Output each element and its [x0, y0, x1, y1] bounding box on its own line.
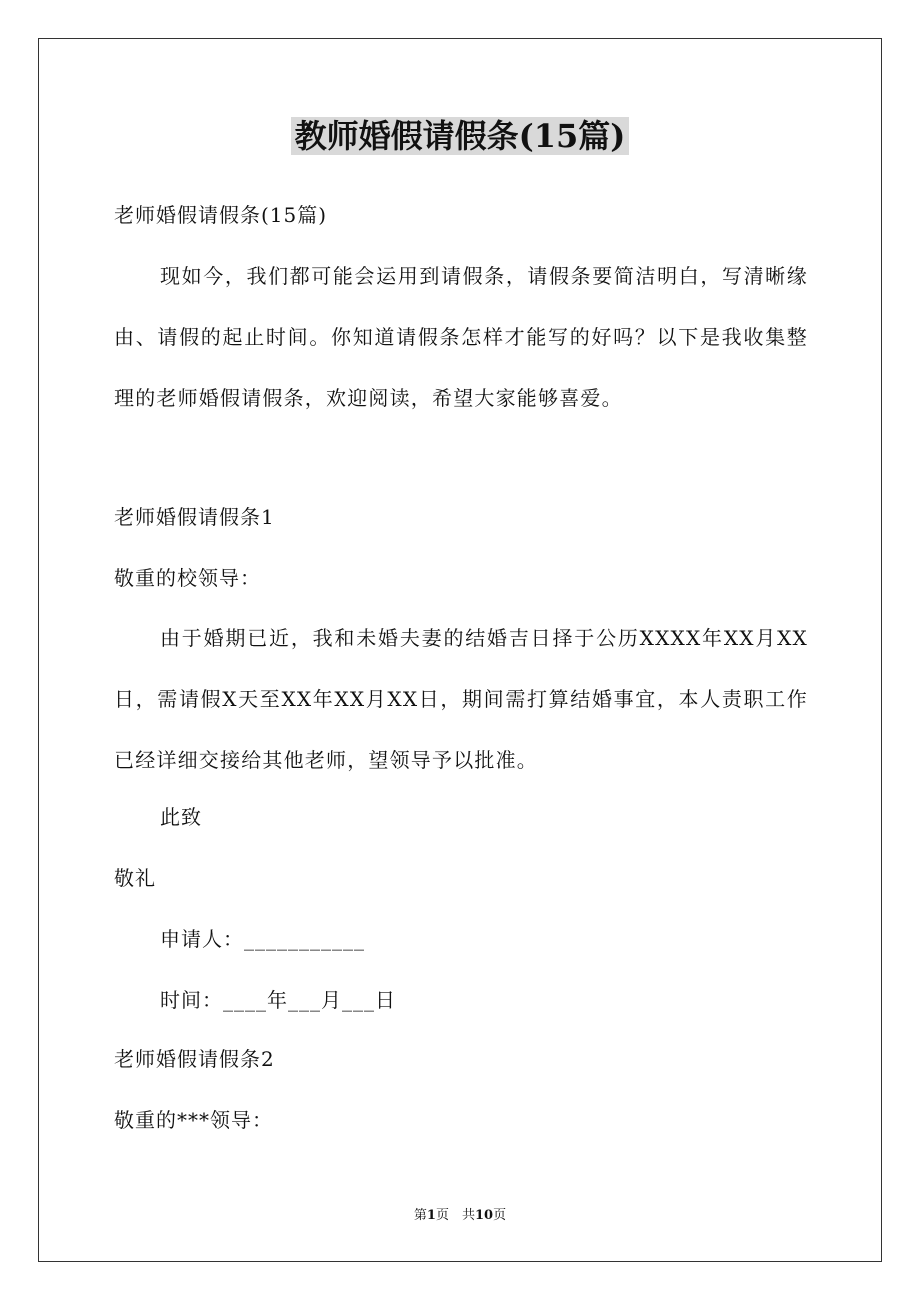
intro-paragraph: 现如今，我们都可能会运用到请假条，请假条要简洁明白，写清晰缘由、请假的起止时间。你知道请假条怎样才能写的好吗？以下是我收集整理的老师婚假请假条，欢迎阅读，希望大家能够喜爱。: [114, 264, 808, 410]
section1-salutation: 敬重的校领导：: [114, 566, 261, 590]
closing-cizhi: 此致: [160, 805, 202, 829]
section1-heading: 老师婚假请假条1: [114, 505, 275, 529]
closing-jingli: 敬礼: [114, 866, 156, 890]
subtitle: 老师婚假请假条(15篇): [114, 203, 328, 227]
footer-mid: 页 共: [435, 1208, 475, 1223]
page-footer: [0, 1206, 920, 1226]
applicant-line: 申请人：___________: [160, 927, 365, 951]
date-line: 时间：____年___月___日: [160, 988, 396, 1012]
document-title: [0, 112, 920, 160]
footer-prefix: 第: [413, 1208, 427, 1223]
footer-page-total: 10: [474, 1208, 494, 1223]
footer-page-current: 1: [426, 1208, 436, 1223]
footer-suffix: 页: [493, 1208, 507, 1223]
section2-salutation: 敬重的***领导：: [114, 1108, 273, 1132]
section1-body: 由于婚期已近，我和未婚夫妻的结婚吉日择于公历XXXX年XX月XX日，需请假X天至XX年XX月XX日，期间需打算结婚事宜，本人责职工作已经详细交接给其他老师，望领导予以批准。: [114, 626, 808, 772]
section2-heading: 老师婚假请假条2: [114, 1047, 275, 1071]
document-title-text: 教师婚假请假条(15篇): [291, 117, 630, 155]
